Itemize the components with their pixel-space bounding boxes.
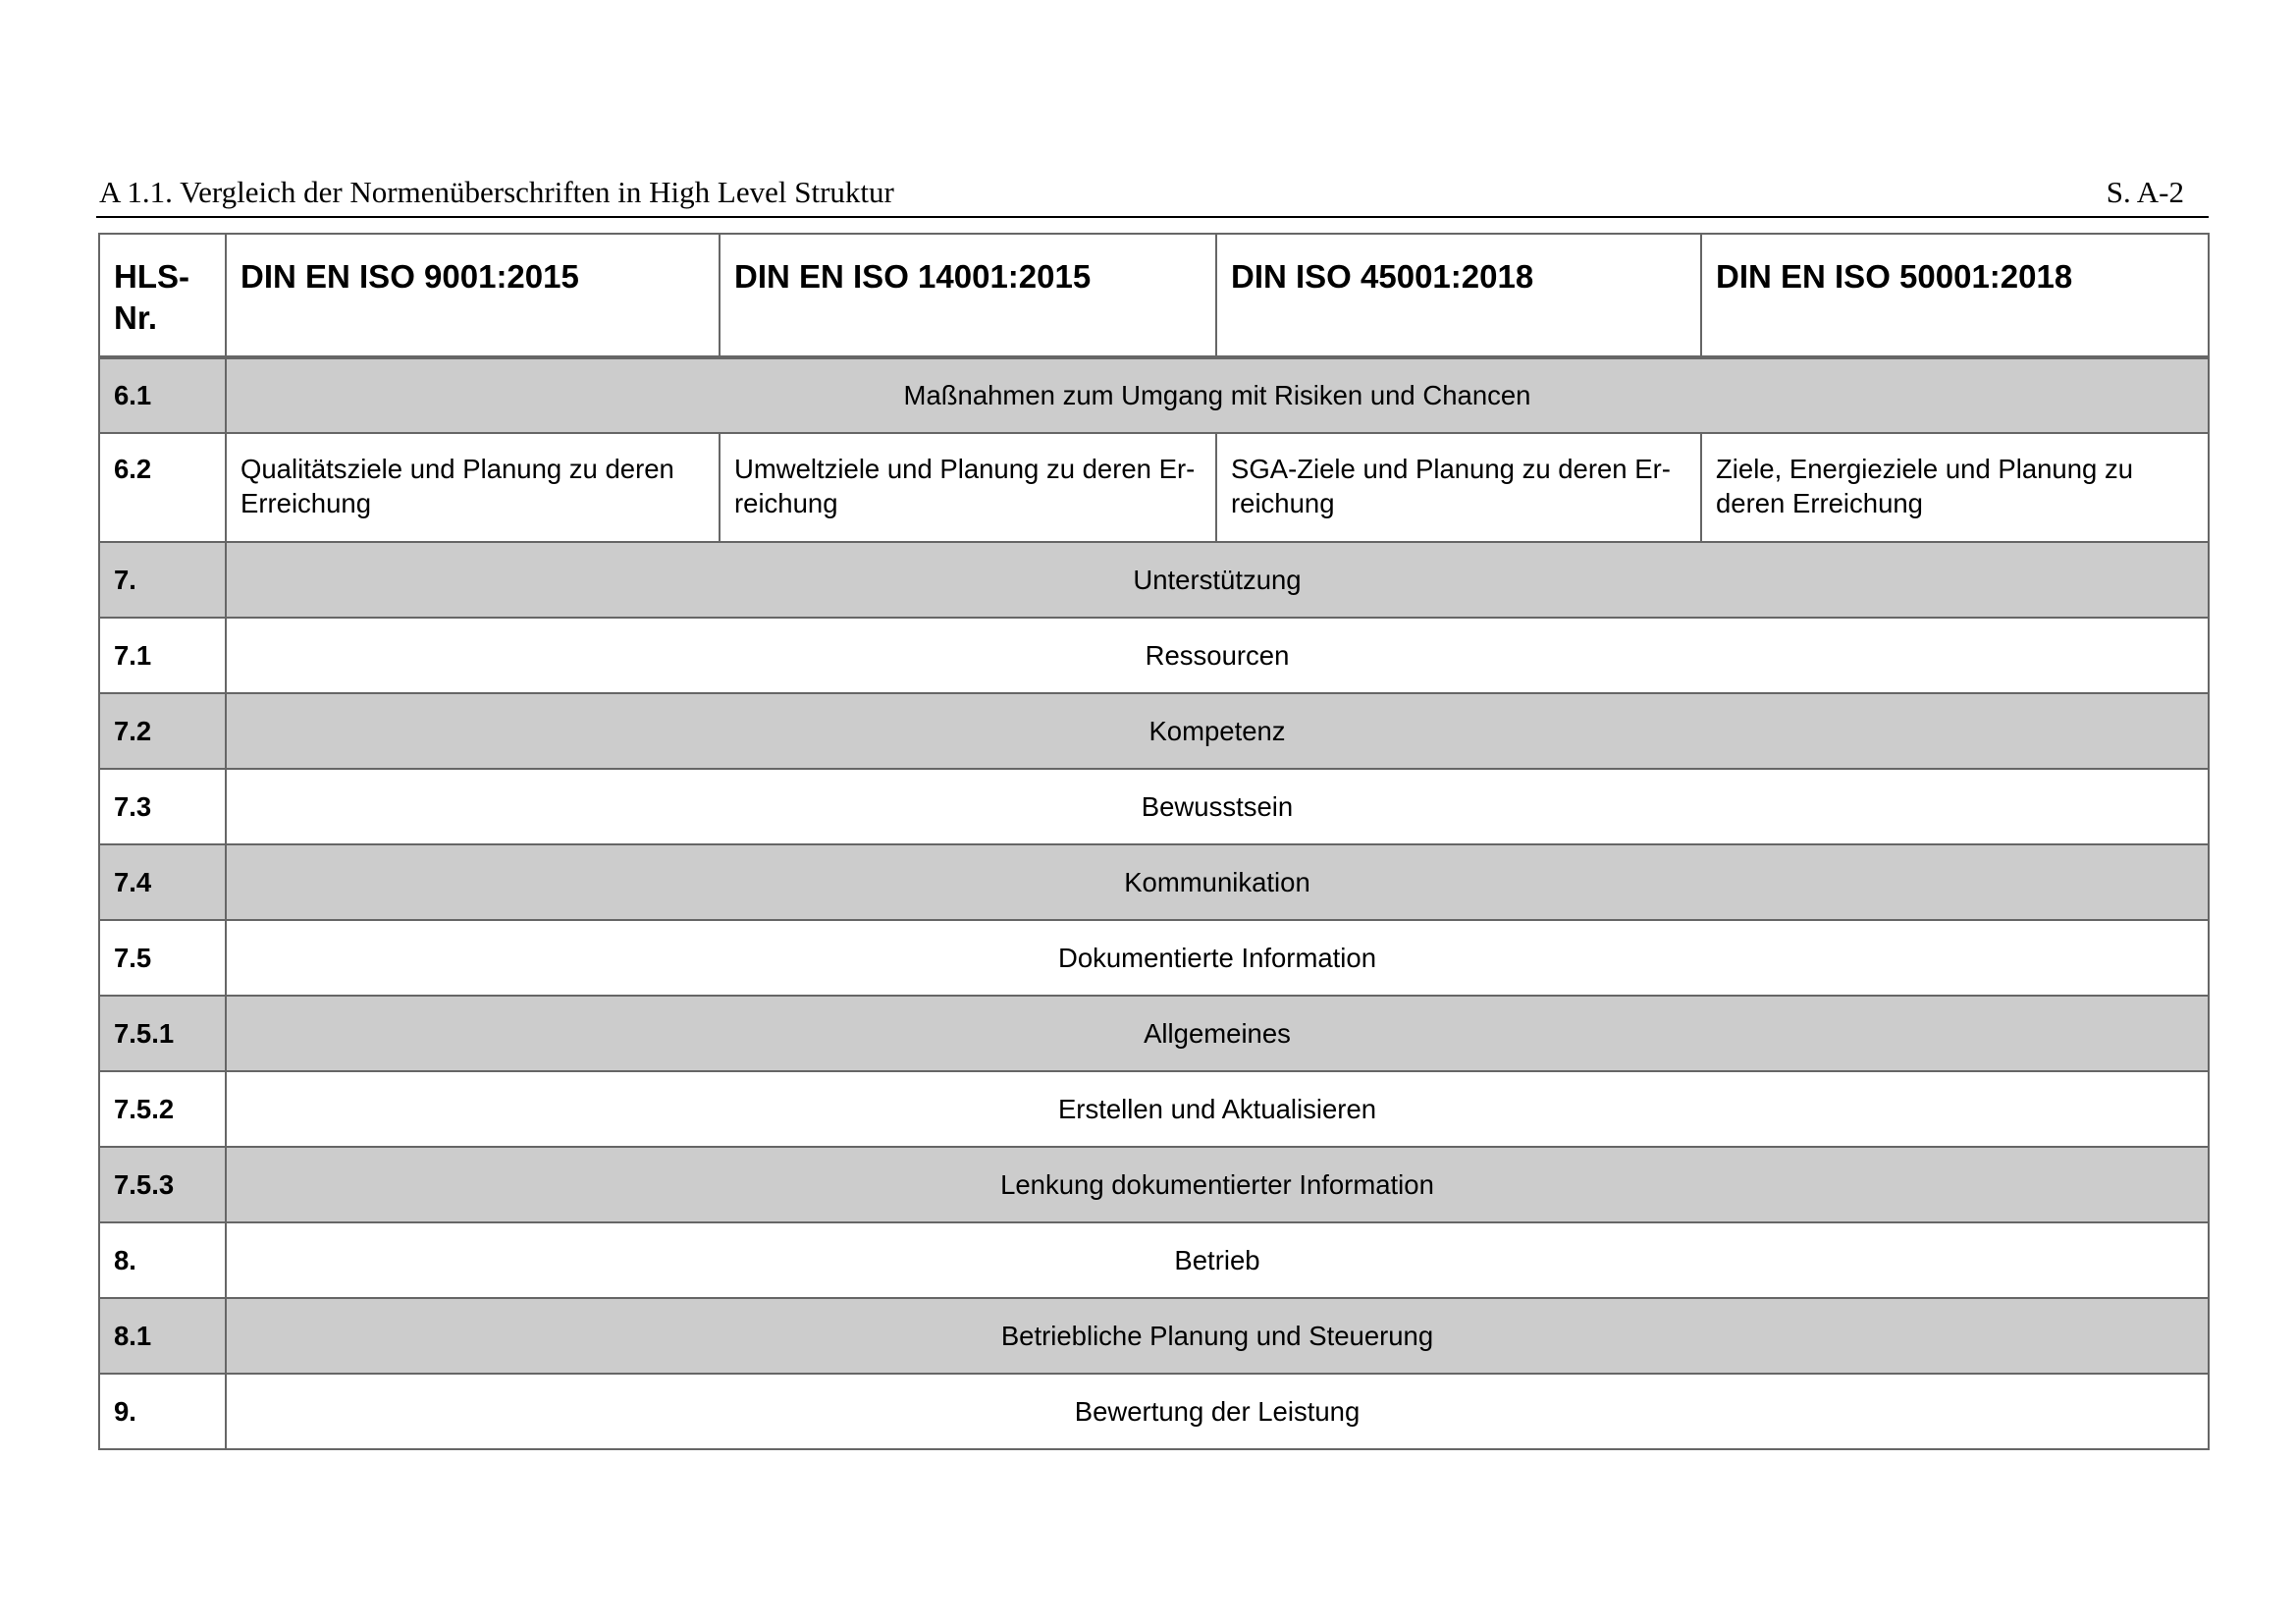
clause-title: Allgemeines xyxy=(226,996,2209,1071)
clause-title: Kommunikation xyxy=(226,844,2209,920)
table-row xyxy=(99,1147,2209,1222)
clause-title: Lenkung dokumentierter Information xyxy=(226,1147,2209,1222)
clause-title-iso-45001: SGA-Ziele und Planung zu deren Er-reichung xyxy=(1216,433,1701,542)
table-row xyxy=(99,844,2209,920)
table-row xyxy=(99,357,2209,433)
hls-number: 7.4 xyxy=(99,844,226,920)
clause-title: Betrieb xyxy=(226,1222,2209,1298)
clause-title: Kompetenz xyxy=(226,693,2209,769)
hls-number: 7.3 xyxy=(99,769,226,844)
clause-title: Dokumentierte Information xyxy=(226,920,2209,996)
clause-title: Bewertung der Leistung xyxy=(226,1374,2209,1449)
clause-title: Erstellen und Aktualisieren xyxy=(226,1071,2209,1147)
hls-number: 7.5 xyxy=(99,920,226,996)
table-row xyxy=(99,1071,2209,1147)
table-row xyxy=(99,693,2209,769)
section-title: A 1.1. Vergleich der Normenüberschriften in High Level Struktur xyxy=(99,175,894,209)
table-row xyxy=(99,996,2209,1071)
page-number: S. A-2 xyxy=(2106,175,2184,209)
table-row xyxy=(99,1222,2209,1298)
clause-title-iso-14001: Umweltziele und Planung zu deren Er-reichung xyxy=(720,433,1216,542)
clause-title: Bewusstsein xyxy=(226,769,2209,844)
clause-title-iso-9001: Qualitätsziele und Planung zu deren Erreichung xyxy=(226,433,720,542)
hls-number: 8. xyxy=(99,1222,226,1298)
clause-title: Maßnahmen zum Umgang mit Risiken und Chancen xyxy=(226,357,2209,433)
clause-title-iso-50001: Ziele, Energieziele und Planung zu deren Erreichung xyxy=(1701,433,2209,542)
hls-number: 6.1 xyxy=(99,357,226,433)
page-header xyxy=(96,169,2209,218)
clause-title: Ressourcen xyxy=(226,618,2209,693)
hls-number: 7. xyxy=(99,542,226,618)
hls-number: 6.2 xyxy=(99,433,226,542)
hls-number: 8.1 xyxy=(99,1298,226,1374)
table-row xyxy=(99,542,2209,618)
table-row xyxy=(99,920,2209,996)
table-row xyxy=(99,433,2209,542)
table-row xyxy=(99,769,2209,844)
hls-number: 7.5.1 xyxy=(99,996,226,1071)
column-header-iso-50001: DIN EN ISO 50001:2018 xyxy=(1701,234,2209,357)
column-header-iso-9001: DIN EN ISO 9001:2015 xyxy=(226,234,720,357)
column-header-hls-nr: HLS-Nr. xyxy=(99,234,226,357)
hls-number: 7.2 xyxy=(99,693,226,769)
hls-number: 7.5.2 xyxy=(99,1071,226,1147)
clause-title: Betriebliche Planung und Steuerung xyxy=(226,1298,2209,1374)
table-header-row xyxy=(99,234,2209,357)
table-row xyxy=(99,618,2209,693)
hls-number: 7.5.3 xyxy=(99,1147,226,1222)
table-row xyxy=(99,1374,2209,1449)
clause-title: Unterstützung xyxy=(226,542,2209,618)
column-header-iso-14001: DIN EN ISO 14001:2015 xyxy=(720,234,1216,357)
standards-comparison-table xyxy=(98,233,2210,1450)
hls-number: 9. xyxy=(99,1374,226,1449)
table-row xyxy=(99,1298,2209,1374)
column-header-iso-45001: DIN ISO 45001:2018 xyxy=(1216,234,1701,357)
hls-number: 7.1 xyxy=(99,618,226,693)
